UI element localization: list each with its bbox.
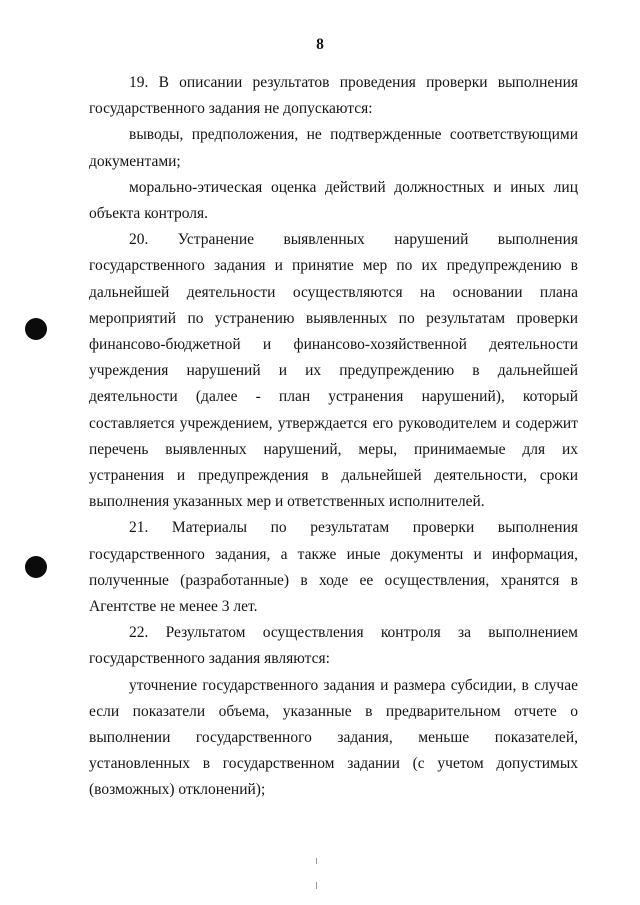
document-body [89, 70, 578, 804]
paragraph-19-item-ethics: морально-этическая оценка действий должностных и иных лиц объекта контроля. [89, 178, 578, 223]
punch-hole-mark [25, 556, 47, 578]
paragraph-22-intro: 22. Результатом осуществления контроля за выполнением государственного задания являются: [89, 624, 578, 668]
punch-hole-mark [25, 318, 47, 340]
paragraph-21: 21. Материалы по результатам проверки выполнения государственного задания, а также иные документы и информация, полученные (разработанные) в ходе ее осуществления, хранятся в Агентстве не менее 3 лет. [89, 519, 578, 616]
scan-speck [316, 882, 317, 889]
page-number: 8 [316, 36, 324, 53]
paragraph-19-intro: 19. В описании результатов проведения проверки выполнения государственного задания не допускаются: [89, 74, 578, 118]
scan-speck [316, 858, 317, 864]
paragraph-20: 20. Устранение выявленных нарушений выполнения государственного задания и принятие мер по их предупреждению в дальнейшей деятельности осуществляются на основании плана мероприятий по устранению выявленных по результатам проверки финансово-бюджетной и финансово-хозяйственной деятельности учреждения нарушений и их предупреждению в дальнейшей деятельности (далее - план устранения нарушений), который составляется учреждением, утверждается его руководителем и содержит перечень выявленных нарушений, меры, принимаемые для их устранения и предупреждения в дальнейшей деятельности, сроки выполнения указанных мер и ответственных исполнителей. [89, 231, 578, 511]
paragraph-19-item-conclusions: выводы, предположения, не подтвержденные соответствующими документами; [89, 126, 578, 170]
paragraph-22-item-clarification: уточнение государственного задания и размера субсидии, в случае если показатели объема, указанные в предварительном отчете о выполнении государственного задания, меньше показателей, установленных в государственном задании (с учетом допустимых (возможных) отклонений); [89, 676, 578, 799]
